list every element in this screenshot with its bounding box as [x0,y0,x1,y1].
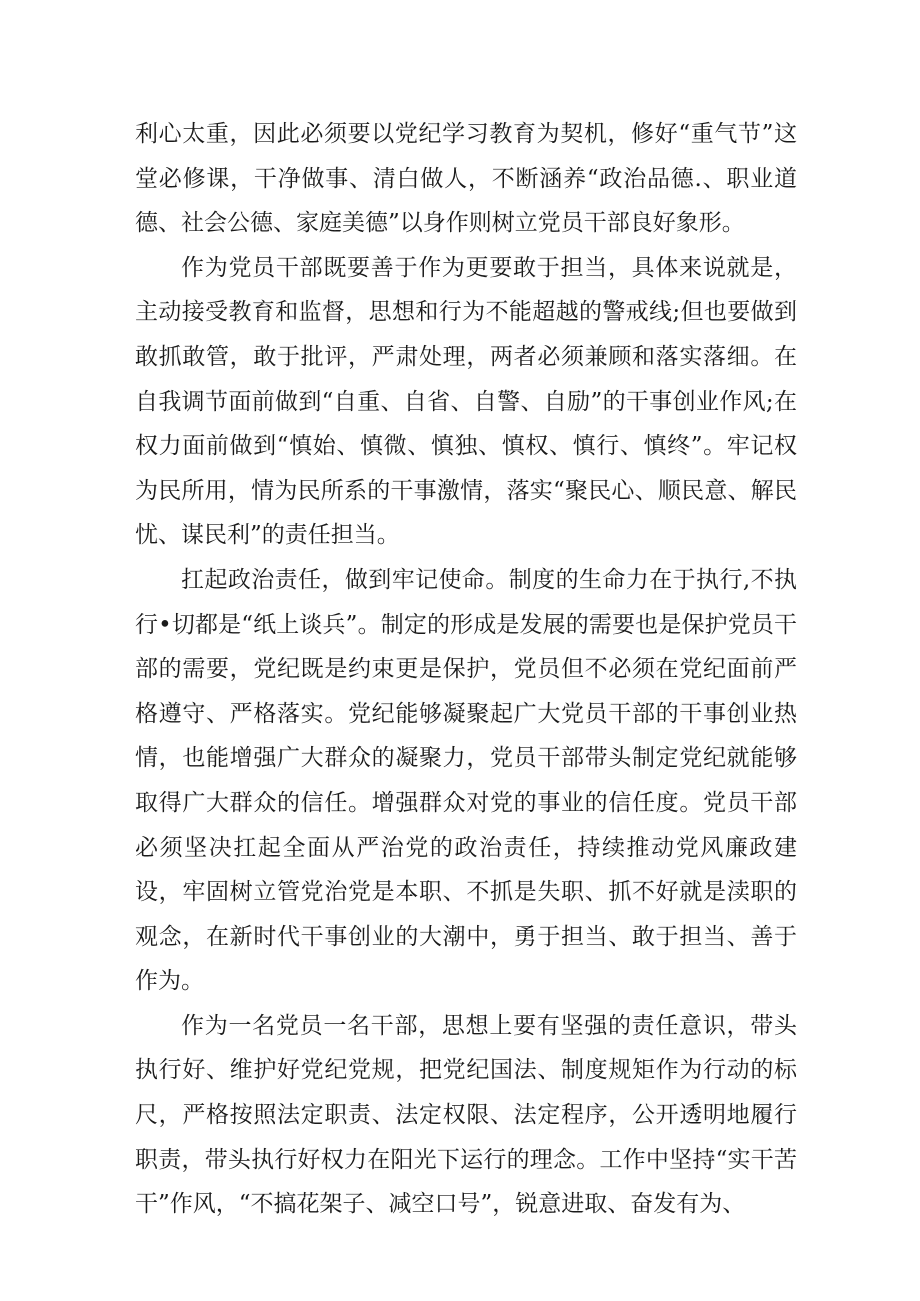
paragraph-1: 利心太重，因此必须要以党纪学习教育为契机，修好“重气节”这堂必修课，干净做事、清白做人，不断涵养“政治品德.、职业道德、社会公德、家庭美德”以身作则树立党员干部良好象形。 [135,121,797,237]
document-body [135,112,797,1227]
paragraph-4: 作为一名党员一名干部，思想上要有坚强的责任意识，带头执行好、维护好党纪党规，把党纪国法、制度规矩作为行动的标尺，严格按照法定职责、法定权限、法定程序，公开透明地履行职责，带头执行好权力在阳光下运行的理念。工作中坚持“实干苦干”作风，“不搞花架子、减空口号”，锐意进取、奋发有为、 [135,1012,797,1218]
paragraph-2: 作为党员干部既要善于作为更要敢于担当，具体来说就是，主动接受教育和监督，思想和行为不能超越的警戒线;但也要做到敢抓敢管，敢于批评，严肃处理，两者必须兼顾和落实落细。在自我调节面前做到“自重、自省、自警、自励”的干事创业作风;在权力面前做到“慎始、慎微、慎独、慎权、慎行、慎终”。牢记权为民所用，情为民所系的干事激情，落实“聚民心、顺民意、解民忧、谋民利”的责任担当。 [135,254,797,549]
paragraph-3: 扛起政治责任，做到牢记使命。制度的生命力在于执行,不执行•切都是“纸上谈兵”。制定的形成是发展的需要也是保护党员干部的需要，党纪既是约束更是保护，党员但不必须在党纪面前严格遵守、严格落实。党纪能够凝聚起广大党员干部的干事创业热情，也能增强广大群众的凝聚力，党员干部带头制定党纪就能够取得广大群众的信任。增强群众对党的事业的信任度。党员干部必须坚决扛起全面从严治党的政治责任，持续推动党风廉政建设，牢固树立管党治党是本职、不抓是失职、抓不好就是渎职的观念，在新时代干事创业的大潮中，勇于担当、敢于担当、善于作为。 [135,566,797,995]
